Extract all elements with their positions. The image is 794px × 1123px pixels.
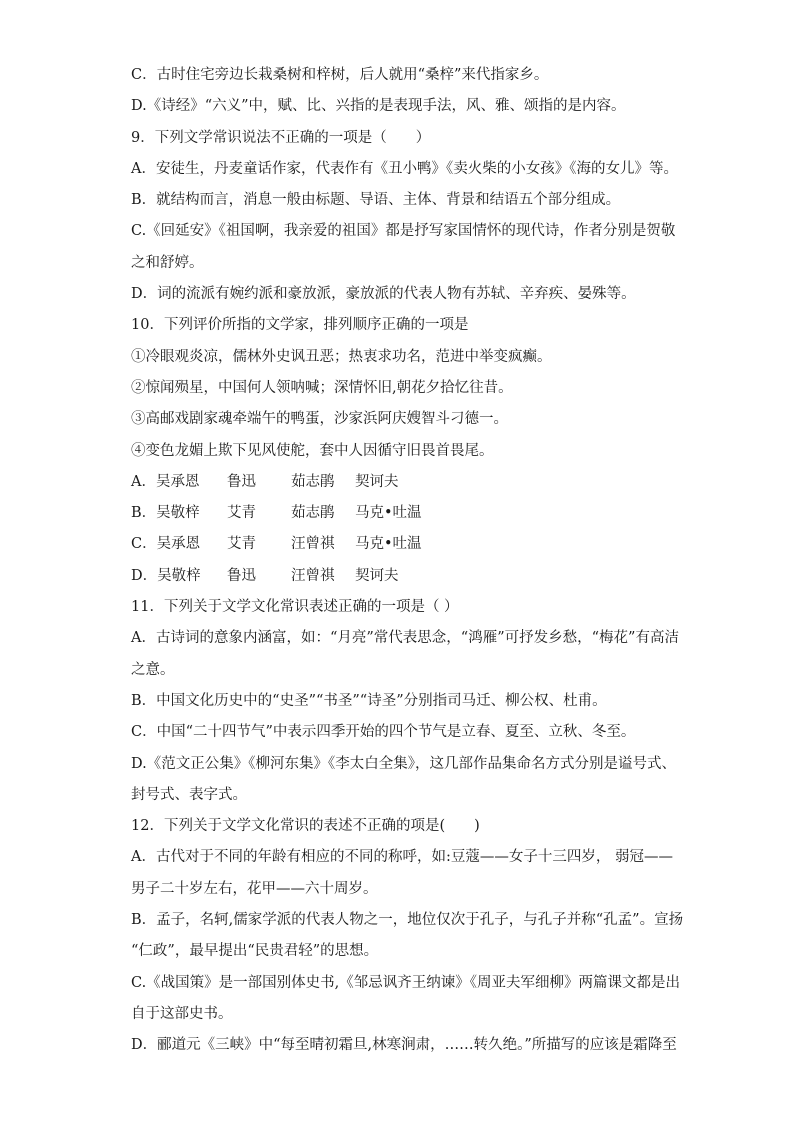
option-cell: D．吴敬梓 [131,567,201,584]
option-cell: 契诃夫 [355,567,399,584]
option-cell: 契诃夫 [355,473,399,490]
option-cell: 马克•吐温 [355,536,422,553]
option-a-q9: A．安徒生，丹麦童话作家，代表作有《丑小鸭》《卖火柴的小女孩》《海的女儿》等。 [131,160,678,177]
option-cell: B．吴敬梓 [131,505,200,522]
option-b-q10 [131,498,674,529]
option-c-q8: C．古时住宅旁边长栽桑树和梓树，后人就用“桑梓”来代指家乡。 [131,67,549,83]
option-c-q11: C．中国“二十四节气”中表示四季开始的四个节气是立春、夏至、立秋、冬至。 [131,724,636,741]
option-cell: 汪曾祺 [291,567,335,584]
option-d-q12: D．郦道元《三峡》中“每至晴初霜旦,林寒涧肃，……转久绝。”所描写的应该是霜降至 [131,1037,677,1054]
option-a-q12: A．古代对于不同的年龄有相应的不同的称呼，如:豆蔻——女子十三四岁， 弱冠—— [131,849,673,866]
question-12: 12．下列关于文学文化常识的表述不正确的项是( ) [131,818,480,835]
question-11: 11．下列关于文学文化常识表述正确的一项是（ ） [131,599,459,616]
option-b-q9: B．就结构而言，消息一般由标题、导语、主体、背景和结语五个部分组成。 [131,192,621,209]
clue-2-q10: ②惊闻殒星，中国何人领呐喊；深情怀旧,朝花夕拾忆往昔。 [131,379,513,396]
option-a-q10 [131,467,674,498]
option-c-q9: C.《回延安》《祖国啊，我亲爱的祖国》都是抒写家国情怀的现代诗，作者分别是贺敬 [131,223,676,240]
option-a-q11-cont: 之意。 [131,661,175,678]
option-cell: 艾青 [227,505,256,522]
option-b-q12-cont: “仁政”，最早提出“民贵君轻”的思想。 [131,943,379,960]
question-10: 10．下列评价所指的文学家，排列顺序正确的一项是 [131,317,469,334]
clue-1-q10: ①冷眼观炎凉，儒林外史讽丑恶；热衷求功名，范进中举变疯癫。 [131,348,552,365]
option-c-q12-cont: 自于这部史书。 [131,1005,233,1022]
option-d-q8: D.《诗经》“六义”中，赋、比、兴指的是表现手法，风、雅、颂指的是内容。 [131,98,626,115]
option-cell: 茹志鹃 [291,505,335,522]
option-cell: 鲁迅 [227,473,256,490]
option-d-q9: D．词的流派有婉约派和豪放派，豪放派的代表人物有苏轼、辛弃疾、晏殊等。 [131,286,636,303]
option-cell: 马克•吐温 [355,505,422,522]
question-9: 9．下列文学常识说法不正确的一项是（ ） [131,129,431,146]
option-c-q10 [131,529,674,560]
clue-4-q10: ④变色龙媚上欺下见风使舵，套中人因循守旧畏首畏尾。 [131,442,494,459]
option-b-q11: B．中国文化历史中的“史圣”“书圣”“诗圣”分别指司马迁、柳公权、杜甫。 [131,692,607,709]
clue-3-q10: ③高邮戏剧家魂牵端午的鸭蛋，沙家浜阿庆嫂智斗刁德一。 [131,411,508,428]
option-c-q12: C.《战国策》是一部国别体史书,《邹忌讽齐王纳谏》《周亚夫军细柳》两篇课文都是出 [131,974,681,991]
option-d-q11: D.《范文正公集》《柳河东集》《李太白全集》，这几部作品集命名方式分别是谥号式、 [131,755,676,772]
option-b-q12: B．孟子，名轲,儒家学派的代表人物之一，地位仅次于孔子，与孔子并称“孔孟”。宣扬 [131,912,684,929]
option-cell: 茹志鹃 [291,473,335,490]
option-cell: A．吴承恩 [131,473,200,490]
option-cell: 艾青 [227,536,256,553]
option-cell: 鲁迅 [227,567,256,584]
option-cell: 汪曾祺 [291,536,335,553]
option-d-q10 [131,561,674,592]
option-d-q11-cont: 封号式、表字式。 [131,786,247,803]
option-a-q12-cont: 男子二十岁左右，花甲——六十周岁。 [131,880,378,897]
option-a-q11: A．古诗词的意象内涵富，如：“月亮”常代表思念，“鸿雁”可抒发乡愁，“梅花”有高洁 [131,630,679,647]
option-cell: C．吴承恩 [131,536,201,553]
option-c-q9-cont: 之和舒婷。 [131,254,204,271]
